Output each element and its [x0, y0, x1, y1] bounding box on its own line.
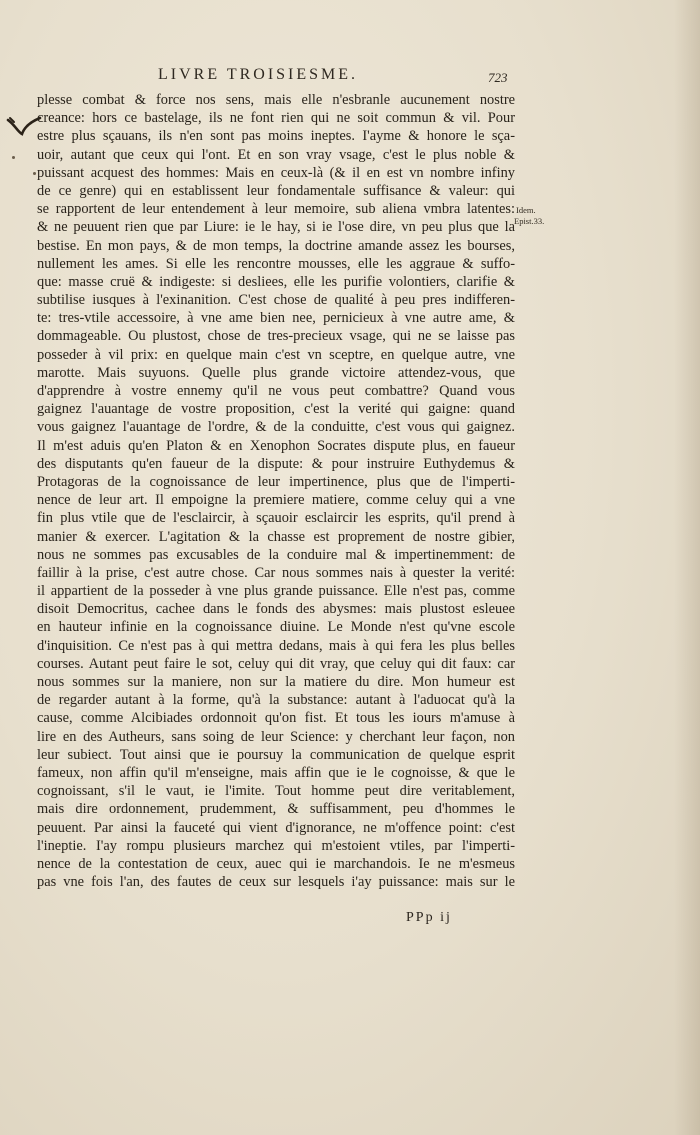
- text-line: se rapportent de leur entendement à leur memoire, sub aliena vmbra latentes:: [37, 201, 515, 218]
- text-line: fameux, non affin qu'il m'enseigne, mais affin que ie le cognoisse, & que le: [37, 764, 515, 781]
- text-line: & ne peuuent rien que par Liure: ie le hay, si ie l'ose dire, vn peu plus que la: [37, 219, 515, 236]
- text-line: Il m'est aduis qu'en Platon & en Xenophon Socrates dispute plus, en faueur: [37, 437, 515, 454]
- text-line: bestise. En mon pays, & de mon temps, la doctrine amande assez les bourses,: [37, 237, 515, 254]
- text-line: peuuent. Par ainsi la fauceté qui vient d'ignorance, ne m'offence point: c'est: [37, 819, 515, 836]
- running-head: LIVRE TROISIESME.: [158, 66, 359, 83]
- body-text: [37, 91, 515, 891]
- page-number: 723: [488, 70, 508, 85]
- text-line: nence de la contestation de ceux, auec qui ie marchandois. Ie ne m'esmeus: [37, 855, 515, 872]
- text-line: mais dire ordonnement, prudemment, & suffisamment, peu d'hommes le: [37, 801, 515, 818]
- marginal-note-line: Epist.33.: [514, 216, 545, 226]
- text-line: faillir à la prise, c'est autre chose. Car nous sommes nais à quester la verité:: [37, 564, 515, 581]
- text-line: cause, comme Alcibiades ordonnoit qu'on fist. Et tous les iours m'amuse à: [37, 710, 515, 727]
- text-line: vous gaignez l'auantage de l'ordre, & de la conduitte, c'est vous qui gaignez.: [37, 419, 515, 436]
- text-line: Protagoras de la cognoissance de leur impertinence, plus que de l'imperti-: [37, 473, 515, 490]
- text-line: estre plus sçauans, ils n'en sont pas moins ineptes. I'ayme & honore le sça-: [37, 128, 515, 145]
- text-line: gaignez l'auantage de vostre proposition, c'est la verité qui gaigne: quand: [37, 401, 515, 418]
- text-line: nullement les ames. Si elle les rencontre mousses, elle les aggraue & suffo-: [37, 255, 515, 272]
- text-line: manier & exercer. L'agitation & la chasse est proprement de nostre gibier,: [37, 528, 515, 545]
- marginal-note: [516, 205, 556, 227]
- text-line: marotte. Mais suyuons. Quelle plus grande victoire attendez-vous, que: [37, 364, 515, 381]
- text-line: leur subiect. Tout ainsi que ie poursuy la communication de quelque esprit: [37, 746, 515, 763]
- text-line: des disputants qu'en faueur de la dispute: & pour instruire Euthydemus &: [37, 455, 515, 472]
- text-line: il appartient de la posseder à vne plus grande puissance. Elle n'est pas, comme: [37, 583, 515, 600]
- margin-dot: [33, 172, 36, 175]
- text-line: lire en des Autheurs, sans soing de leur Science: y cherchant leur façon, non: [37, 728, 515, 745]
- margin-dot: [12, 156, 15, 159]
- text-line: nence de leur art. Il empoigne la premiere matiere, comme celuy qui a vne: [37, 492, 515, 509]
- text-line: creance: hors ce bastelage, ils ne font rien qui ne soit commun & vil. Pour: [37, 110, 515, 127]
- text-line: en hauteur infinie en la cognoissance diuine. Le Monde n'est qu'vne escole: [37, 619, 515, 636]
- text-line: nous sommes sur la maniere, non sur la matiere du dire. Mon humeur est: [37, 674, 515, 690]
- text-line: dommageable. Ou plustost, chose de tres-precieux vsage, qui ne se laisse pas: [37, 328, 515, 345]
- text-line: puissant acquest des hommes: Mais en ceux-là (& il en est vn nombre infiny: [37, 164, 515, 181]
- text-line: te: tres-vtile accessoire, à vne ame bien nee, pernicieux à vne autre ame, &: [37, 310, 515, 327]
- text-line: fin plus vtile que de l'esclaircir, à sçauoir esclaircir les esprits, qu'il prend à: [37, 510, 515, 527]
- text-line: que: masse cruë & indigeste: si desliees, elle les purifie volontiers, clarifie &: [37, 273, 515, 290]
- text-line: disoit Democritus, cachee dans le fonds des abysmes: mais plustost esleuee: [37, 601, 515, 618]
- text-line: de ce genre) qui en establissent leur fondamentale suffisance & valeur: qui: [37, 182, 515, 199]
- text-line: cognoissant, s'il le vaut, ie l'imite. Tout homme peut dire veritablement,: [37, 783, 515, 800]
- text-line: d'inquisition. Ce n'est pas à qui mettra dedans, mais à qui fera les plus belles: [37, 637, 515, 654]
- signature-mark: PPp ij: [406, 910, 452, 925]
- text-line: plesse combat & force nos sens, mais elle n'esbranle aucunement nostre: [37, 92, 515, 108]
- text-line: nous ne sommes pas excusables de la conduire mal & impertinemment: de: [37, 546, 515, 563]
- text-line: courses. Autant peut faire le sot, celuy qui dit vray, que celuy qui dit faux: car: [37, 655, 515, 672]
- marginal-note-line: Idem.: [516, 205, 536, 215]
- text-line: posseder à vil prix: en quelque main c'est vn sceptre, en quelque autre, vne: [37, 346, 515, 363]
- text-line: l'ineptie. I'ay rompu plusieurs marchez qui m'estoient vtiles, par l'imperti-: [37, 837, 515, 854]
- text-line: de regarder autant à la forme, qu'à la substance: autant à l'aduocat qu'à la: [37, 692, 515, 709]
- text-line: d'apprendre à vostre ennemy qu'il ne vous peut combattre? Quand vous: [37, 383, 515, 399]
- text-line: subtilise iusques à l'exinanition. C'est chose de qualité à peu pres indifferen-: [37, 292, 515, 309]
- text-line: uoir, autant que ceux qui l'ont. Et en son vray vsage, c'est le plus noble &: [37, 146, 515, 163]
- text-line: pas vne fois l'an, des fautes de ceux sur lesquels i'ay puissance: mais sur le: [37, 874, 515, 891]
